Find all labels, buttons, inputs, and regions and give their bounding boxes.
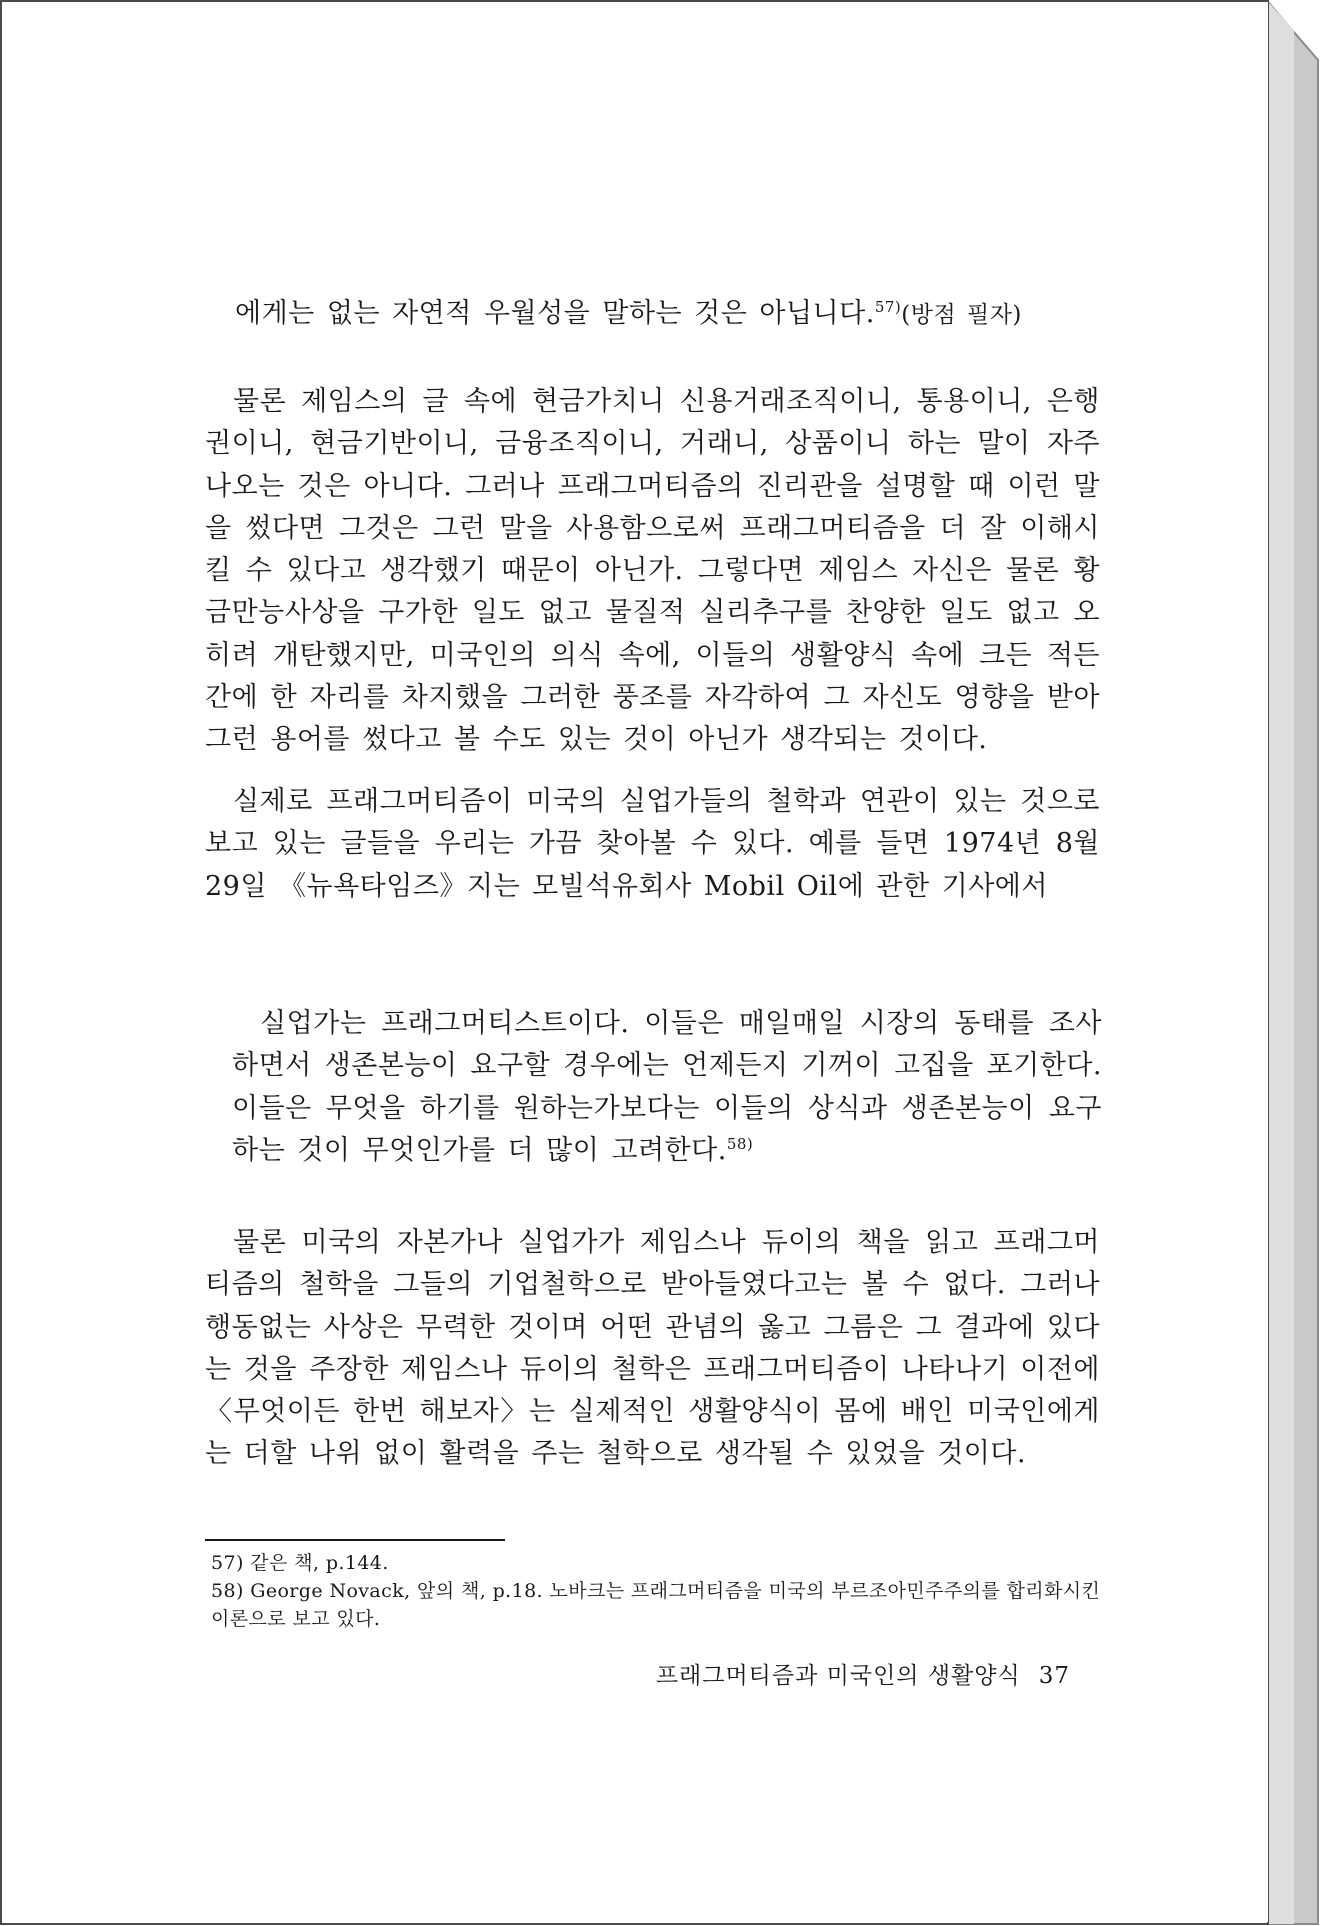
footnote-text: George Novack, 앞의 책, p.18. 노바크는 프래그머티즘을 미국의 부르조아민주주의를 합리화시킨 이론으로 보고 있다.: [211, 1580, 1101, 1630]
footnote-mark: 58): [211, 1580, 244, 1602]
footnote-58: [211, 1577, 1101, 1633]
page-number: 37: [1038, 1663, 1070, 1689]
paragraph-0-text: 에게는 없는 자연적 우월성을 말하는 것은 아닙니다.: [235, 298, 875, 329]
footnote-57: [211, 1549, 1101, 1577]
footnote-ref-57: 57): [874, 298, 902, 316]
paragraph-2-text: 실제로 프래그머티즘이 미국의 실업가들의 철학과 연관이 있는 것으로 보고 있는 글들을 우리는 가끔 찾아볼 수 있다. 예를 들면 1974년 8월 29일 《뉴욕타임즈》지는 모빌석유회사 Mobil Oil에 관한 기사에서: [205, 786, 1100, 902]
emphasis-note: (방점 필자): [901, 302, 1022, 328]
paragraph-3: [205, 1222, 1100, 1476]
footnotes: [211, 1549, 1101, 1633]
paragraph-1-text: 물론 제임스의 글 속에 현금가치니 신용거래조직이니, 통용이니, 은행권이니, 현금기반이니, 금융조직이니, 거래니, 상품이니 하는 말이 자주 나오는 것은 아니다. 그러나 프래그머티즘의 진리관을 설명할 때 이런 말을 썼다면 그것은 그런 말을 사용함으로써 프래그머티즘을 더 잘 이해시킬 수 있다고 생각했기 때문이 아닌가. 그렇다면 제임스 자신은 물론 황금만능사상을 구가한 일도 없고 물질적 실리추구를 찬양한 일도 없고 오히려 개탄했지만, 미국인의 의식 속에, 이들의 생활양식 속에 크든 적든간에 한 자리를 차지했을 그러한 풍조를 자각하여 그 자신도 영향을 받아 그런 용어를 썼다고 볼 수도 있는 것이 아닌가 생각되는 것이다.: [205, 386, 1100, 756]
block-quote-text: 실업가는 프래그머티스트이다. 이들은 매일매일 시장의 동태를 조사하면서 생존본능이 요구할 경우에는 언제든지 기꺼이 고집을 포기한다. 이들은 무엇을 하기를 원하는가보다는 이들의 상식과 생존본능이 요구하는 것이 무엇인가를 더 많이 고려한다.: [232, 1008, 1102, 1166]
running-title: 프래그머티즘과 미국인의 생활양식: [655, 1663, 1021, 1689]
paragraph-1: [205, 381, 1100, 762]
footnote-ref-58: 58): [726, 1134, 754, 1153]
paragraph-3-text: 물론 미국의 자본가나 실업가가 제임스나 듀이의 책을 읽고 프래그머티즘의 철학을 그들의 기업철학으로 받아들였다고는 볼 수 없다. 그러나 행동없는 사상은 무력한 것이며 어떤 관념의 옳고 그름은 그 결과에 있다는 것을 주장한 제임스나 듀이의 철학은 프래그머티즘이 나타나기 이전에 〈무엇이든 한번 해보자〉는 실제적인 생활양식이 몸에 배인 미국인에게는 더할 나위 없이 활력을 주는 철학으로 생각될 수 있었을 것이다.: [205, 1227, 1100, 1470]
footnote-text: 같은 책, p.144.: [250, 1552, 389, 1574]
book-page: [2, 2, 1268, 1922]
block-quote: [232, 1003, 1102, 1172]
paragraph-2: [205, 781, 1100, 908]
footnote-mark: 57): [211, 1552, 244, 1574]
running-footer: [620, 1657, 1070, 1690]
paragraph-continuation: [235, 293, 1100, 336]
footnote-separator: [205, 1539, 505, 1541]
